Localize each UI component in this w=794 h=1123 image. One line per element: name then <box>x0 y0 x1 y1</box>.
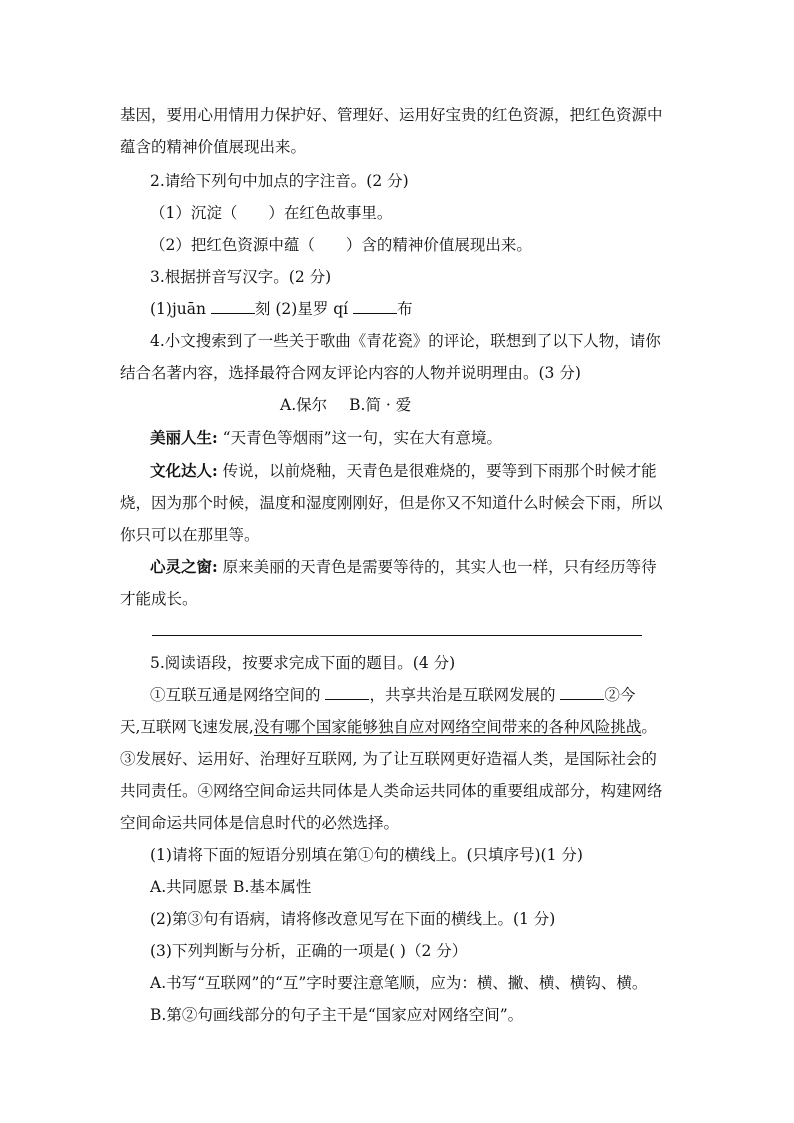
comment-2 <box>150 461 657 481</box>
sub-question-3: (3)下列判断与分析，正确的一项是( )（2 分） <box>150 942 468 960</box>
question-5-passage: 共同责任。④网络空间命运共同体是人类命运共同体的重要组成部分，构建网络 <box>120 782 663 800</box>
passage-line: 蕴含的精神价值展现出来。 <box>120 138 307 156</box>
question-5-passage <box>120 717 657 737</box>
passage-text: ②今 <box>604 686 636 704</box>
option-a: A.保尔 <box>280 396 328 414</box>
underlined-sentence: 没有哪个国家能够独自应对网络空间带来的各种风险挑战 <box>253 718 642 736</box>
pinyin-1: (1)juān <box>150 300 206 318</box>
answer-line[interactable] <box>152 635 642 636</box>
option-b: B.简 · 爱 <box>349 396 412 414</box>
question-2-item-2: （2）把红色资源中蕴（ ）含的精神价值展现出来。 <box>150 236 532 254</box>
sub-question-2: (2)第③句有语病，请将修改意见写在下面的横线上。(1 分) <box>150 910 556 928</box>
comment-text: “天青色等烟雨”这一句，实在大有意境。 <box>222 429 503 447</box>
comment-text: 烧，因为那个时候，温度和湿度刚刚好，但是你又不知道什么时候会下雨，所以 <box>120 494 663 512</box>
comment-text: 传说，以前烧釉，天青色是很难烧的，要等到下雨那个时候才能 <box>222 462 657 480</box>
answer-blank[interactable] <box>211 299 255 314</box>
comment-text: 才能成长。 <box>120 590 198 608</box>
pinyin-2-suffix: 布 <box>397 300 413 318</box>
commenter-name: 美丽人生: <box>150 428 218 447</box>
comment-text: 原来美丽的天青色是需要等待的，其实人也一样，只有经历等待 <box>222 558 657 576</box>
question-5-passage <box>150 685 635 705</box>
question-3-items <box>150 299 413 319</box>
question-5-passage: 空间命运共同体是信息时代的必然选择。 <box>120 814 400 832</box>
question-2-item-1: （1）沉淀（ ）在红色故事里。 <box>150 204 393 222</box>
commenter-name: 文化达人: <box>150 461 218 480</box>
answer-blank[interactable] <box>325 685 369 700</box>
sub-question-1: (1)请将下面的短语分别填在第①句的横线上。(只填序号)(1 分) <box>150 846 583 864</box>
question-4-options <box>280 395 411 415</box>
comment-1 <box>150 428 502 448</box>
passage-line: 基因，要用心用情用力保护好、管理好、运用好宝贵的红色资源，把红色资源中 <box>120 106 663 124</box>
sub-question-3-option-b: B.第②句画线部分的句子主干是“国家应对网络空间”。 <box>150 1006 524 1024</box>
question-4-stem: 4.小文搜索到了一些关于歌曲《青花瓷》的评论，联想到了以下人物，请你 <box>150 332 661 350</box>
question-3-stem: 3.根据拼音写汉字。(2 分) <box>150 268 332 286</box>
pinyin-1-suffix: 刻 <box>254 300 271 318</box>
answer-blank[interactable] <box>353 299 397 314</box>
commenter-name: 心灵之窗: <box>150 557 218 576</box>
sub-question-3-option-a: A.书写“互联网”的“互”字时要注意笔顺，应为：横、撇、横、横钩、横。 <box>150 974 648 992</box>
passage-text: 天,互联网飞速发展, <box>120 718 254 736</box>
comment-3 <box>150 557 657 577</box>
question-4-stem: 结合名著内容，选择最符合网友评论内容的人物并说明理由。(3 分) <box>120 364 581 382</box>
question-2-stem: 2.请给下列句中加点的字注音。(2 分) <box>150 172 409 190</box>
passage-text: ，共享共治是互联网发展的 <box>369 686 556 704</box>
sub-question-1-options: A.共同愿景 B.基本属性 <box>150 878 312 896</box>
comment-text: 你只可以在那里等。 <box>120 526 260 544</box>
answer-blank[interactable] <box>560 685 604 700</box>
passage-text: ①互联互通是网络空间的 <box>150 686 321 704</box>
passage-text: 。 <box>641 718 657 736</box>
question-5-passage: ③发展好、运用好、治理好互联网, 为了让互联网更好造福人类，是国际社会的 <box>120 750 657 768</box>
question-5-stem: 5.阅读语段，按要求完成下面的题目。(4 分) <box>150 654 456 672</box>
pinyin-2: (2)星罗 qí <box>275 300 349 318</box>
